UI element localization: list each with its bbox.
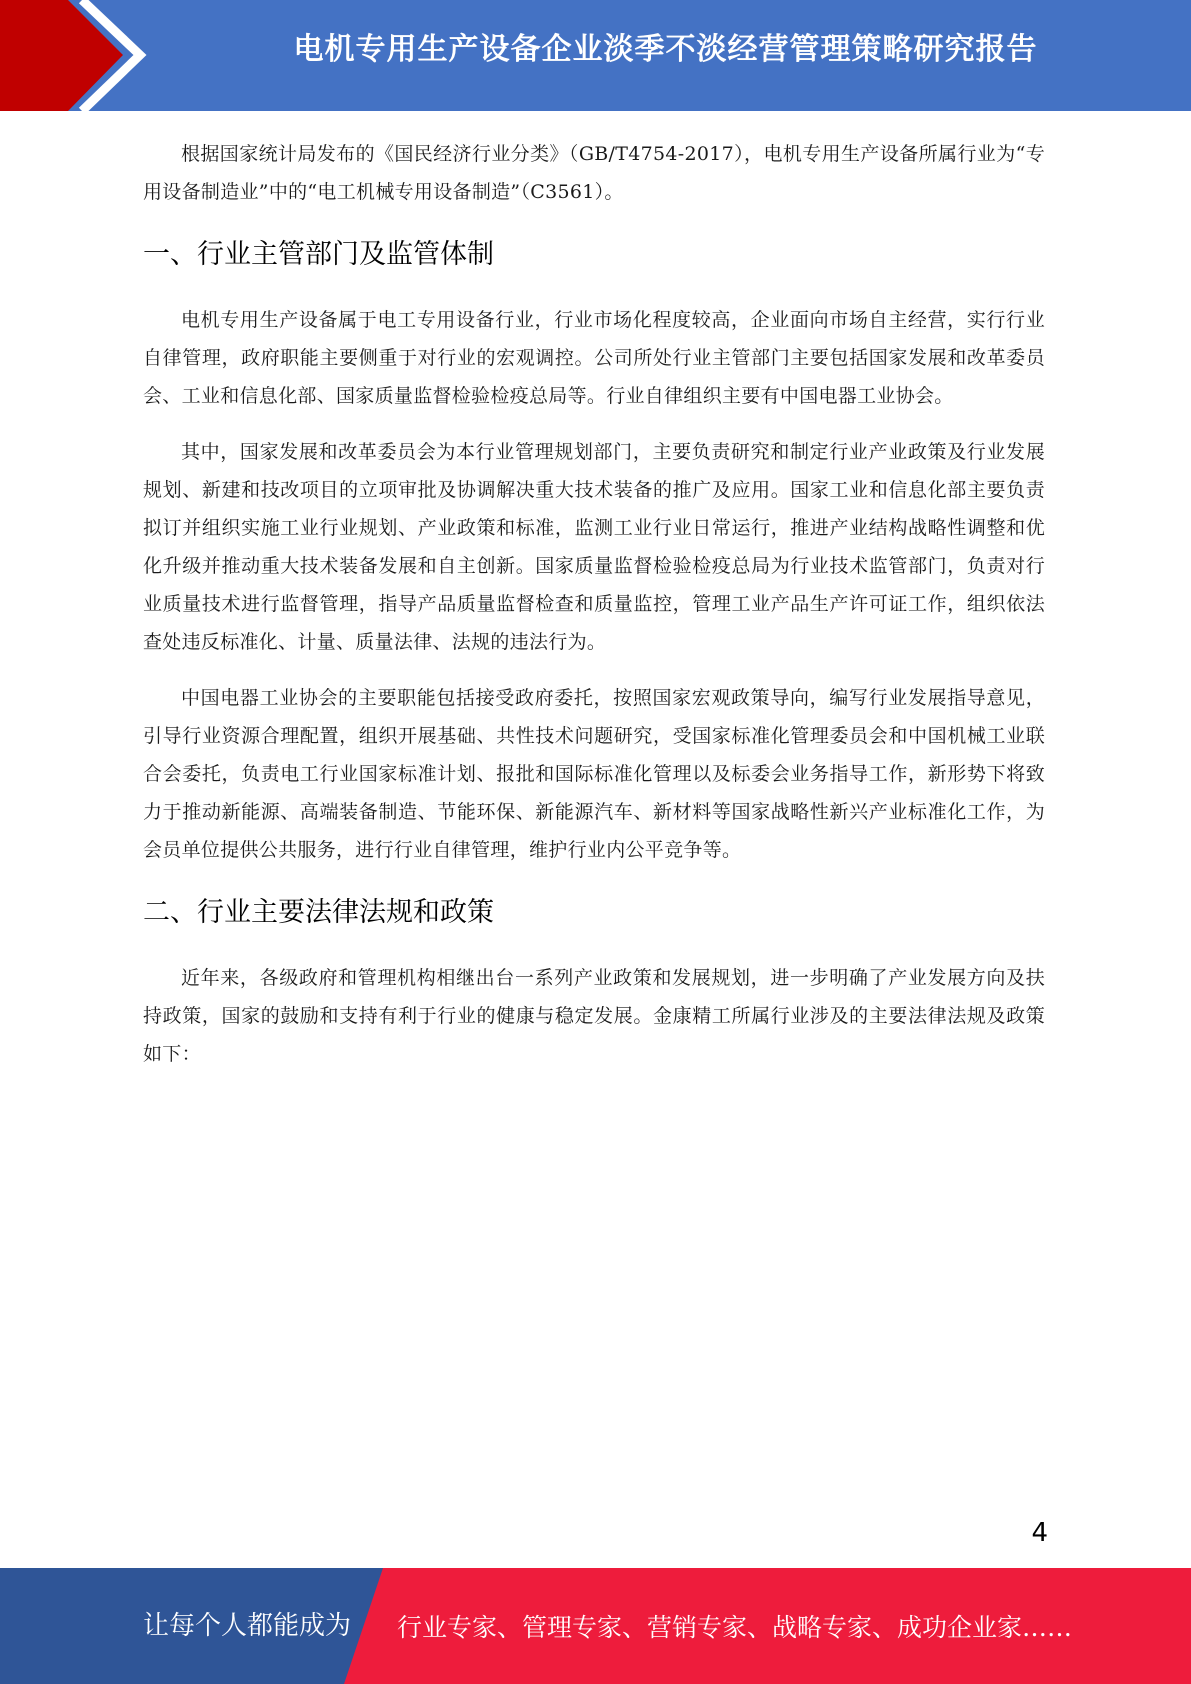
document-body <box>143 135 1045 1073</box>
section-heading-laws-policies: 二、行业主要法律法规和政策 <box>143 897 494 928</box>
body-paragraph: 中国电器工业协会的主要职能包括接受政府委托，按照国家宏观政策导向，编写行业发展指导意见，引导行业资源合理配置，组织开展基础、共性技术问题研究，受国家标准化管理委员会和中国机械工业联合会委托，负责电工行业国家标准计划、报批和国际标准化管理以及标委会业务指导工作，新形势下将致力于推动新能源、高端装备制造、节能环保、新能源汽车、新材料等国家战略性新兴产业标准化工作，为会员单位提供公共服务，进行行业自律管理，维护行业内公平竞争等。 <box>143 687 1045 861</box>
page-number: 4 <box>1031 1518 1048 1548</box>
report-title: 电机专用生产设备企业淡季不淡经营管理策略研究报告 <box>293 32 1038 67</box>
body-paragraph: 电机专用生产设备属于电工专用设备行业，行业市场化程度较高，企业面向市场自主经营，实行行业自律管理，政府职能主要侧重于对行业的宏观调控。公司所处行业主管部门主要包括国家发展和改革委员会、工业和信息化部、国家质量监督检验检疫总局等。行业自律组织主要有中国电器工业协会。 <box>143 309 1045 407</box>
body-paragraph: 近年来，各级政府和管理机构相继出台一系列产业政策和发展规划，进一步明确了产业发展方向及扶持政策，国家的鼓励和支持有利于行业的健康与稳定发展。金康精工所属行业涉及的主要法律法规及政策如下： <box>143 967 1045 1065</box>
intro-paragraph: 根据国家统计局发布的《国民经济行业分类》（GB/T4754-2017），电机专用生产设备所属行业为“专用设备制造业”中的“电工机械专用设备制造”（C3561）。 <box>143 143 1045 203</box>
footer-banner <box>0 1568 1191 1684</box>
footer-slogan-right: 行业专家、管理专家、营销专家、战略专家、成功企业家…… <box>397 1613 1073 1642</box>
body-paragraph: 其中，国家发展和改革委员会为本行业管理规划部门，主要负责研究和制定行业产业政策及行业发展规划、新建和技改项目的立项审批及协调解决重大技术装备的推广及应用。国家工业和信息化部主要负责拟订并组织实施工业行业规划、产业政策和标准，监测工业行业日常运行，推进产业结构战略性调整和优化升级并推动重大技术装备发展和自主创新。国家质量监督检验检疫总局为行业技术监管部门，负责对行业质量技术进行监督管理，指导产品质量监督检查和质量监控，管理工业产品生产许可证工作，组织依法查处违反标准化、计量、质量法律、法规的违法行为。 <box>143 441 1045 653</box>
header-banner <box>0 0 1191 111</box>
footer-slogan-left: 让每个人都能成为 <box>143 1611 352 1641</box>
header-arrow-decoration <box>0 0 160 111</box>
section-heading-regulatory: 一、行业主管部门及监管体制 <box>143 239 494 270</box>
